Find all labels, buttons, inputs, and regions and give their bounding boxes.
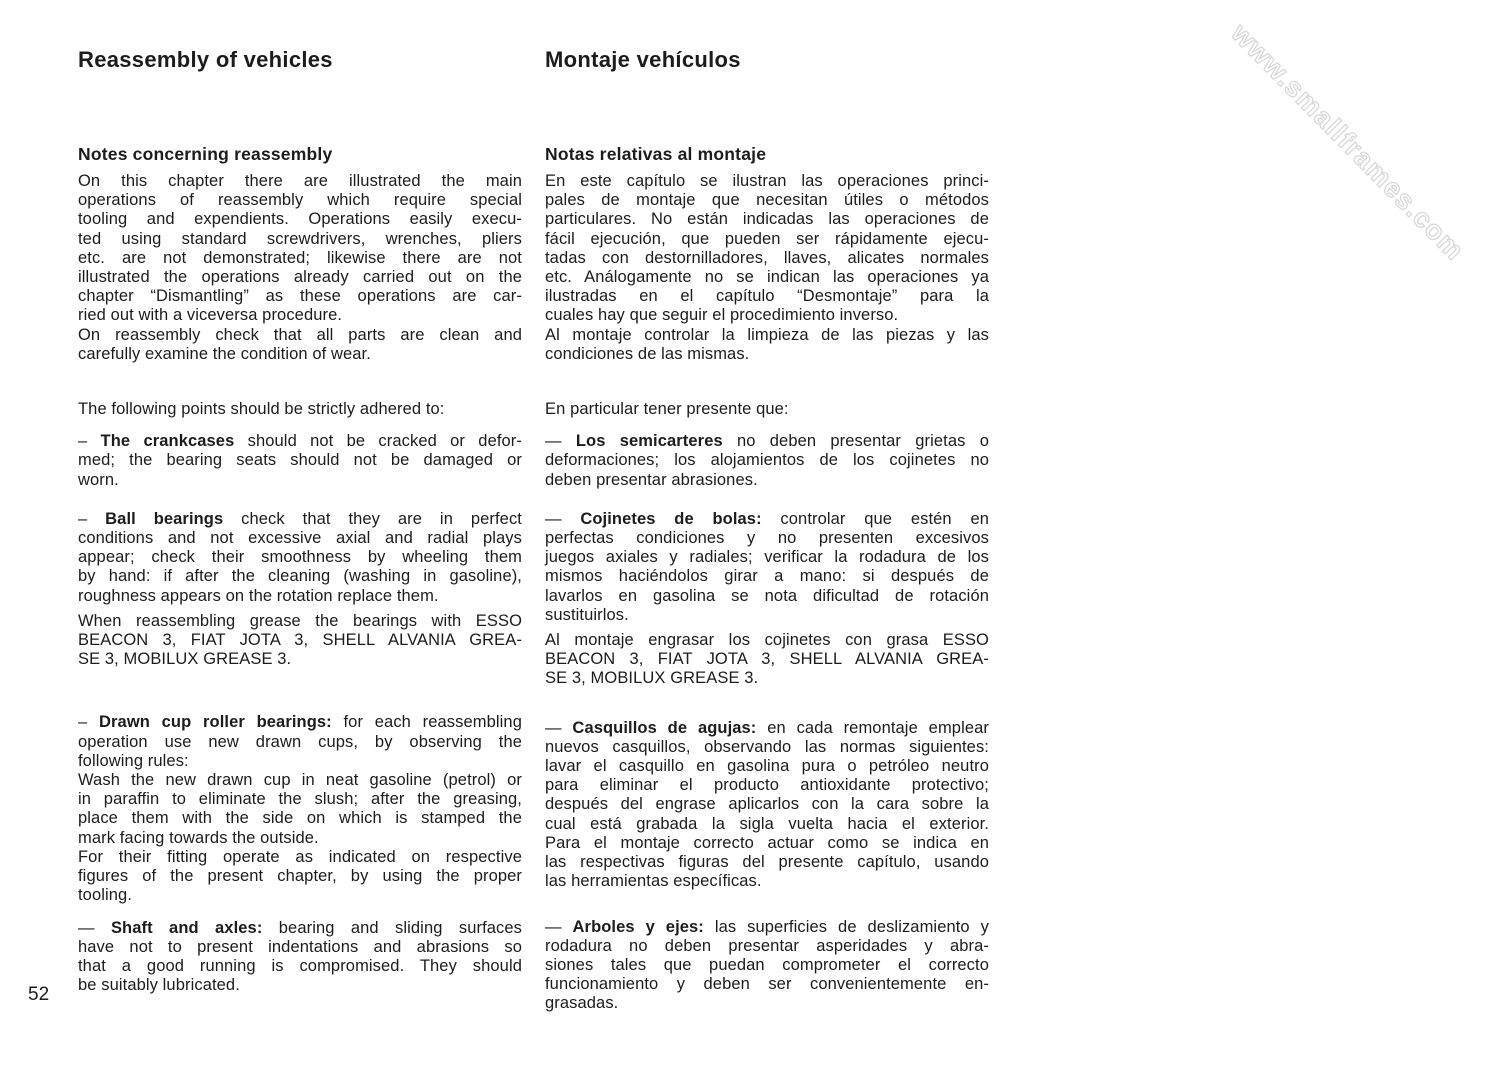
text-line: tooling.: [78, 886, 133, 905]
page-title-english: Reassembly of vehicles: [78, 47, 333, 72]
text-line: grasadas.: [545, 994, 619, 1013]
text-line: SE 3, MOBILUX GREASE 3.: [545, 669, 759, 688]
text-line: carefully examine the condition of wear.: [78, 344, 371, 363]
text-line: that a good running is compromised. They should: [78, 956, 522, 975]
bullet-semicarteres: [545, 432, 989, 490]
text-line: – Drawn cup roller bearings: for each reassembling: [78, 713, 522, 732]
text-line: worn.: [78, 470, 119, 489]
text-line: siones tales que puedan comprometer el correcto: [545, 955, 989, 974]
text-line: have not to present indentations and abrasions so: [78, 937, 522, 956]
bullet-drawn-cup: [78, 713, 522, 771]
intro-paragraph-es: [545, 172, 989, 326]
text-line: For their fitting operate as indicated on respective: [78, 847, 522, 866]
text-line: En particular tener presente que:: [545, 400, 789, 419]
text-line: deformaciones; los alojamientos de los cojinetes no: [545, 451, 989, 470]
text-line: ilustradas en el capítulo “Desmontaje” para la: [545, 287, 989, 306]
bullet-ball-bearings: [78, 510, 522, 606]
text-line: – Ball bearings check that they are in perfect: [78, 509, 522, 528]
text-line: illustrated the operations already carried out on the: [78, 268, 522, 287]
text-line: después del engrase aplicarlos con la cara sobre la: [545, 795, 989, 814]
text-line: figures of the present chapter, by using the proper: [78, 867, 522, 886]
points-intro-es: [545, 400, 989, 419]
text-line: operations of reassembly which require special: [78, 191, 522, 210]
intro-paragraph-2-es: [545, 326, 989, 364]
section-heading-en: Notes concerning reassembly: [78, 144, 333, 164]
text-line: On this chapter there are illustrated the main: [78, 172, 522, 190]
bullet-drawn-cup-3: [78, 848, 522, 906]
text-line: When reassembling grease the bearings with ESSO: [78, 611, 522, 630]
page-number: 52: [28, 984, 50, 1005]
text-line: mismos haciéndolos girar a mano: si después de: [545, 567, 989, 586]
text-line: lavar el casquillo en gasolina pura o petróleo neutro: [545, 757, 989, 776]
bullet-cojinetes: [545, 510, 989, 625]
text-line: – The crankcases should not be cracked or defor-: [78, 432, 522, 451]
text-line: ted using standard screwdrivers, wrenches, pliers: [78, 229, 522, 248]
text-line: be suitably lubricated.: [78, 976, 240, 995]
text-line: On reassembly check that all parts are clean and: [78, 325, 522, 344]
points-intro-en: [78, 400, 522, 419]
text-line: lavarlos en gasolina se nota dificultad de rotación: [545, 586, 989, 605]
text-line: Para el montaje correcto actuar como se indica en: [545, 833, 989, 852]
text-line: fácil ejecución, que pueden ser rápidamente ejecu-: [545, 229, 989, 248]
text-line: The following points should be strictly adhered to:: [78, 400, 445, 419]
bullet-crankcases: [78, 432, 522, 490]
text-line: tooling and expendients. Operations easily execu-: [78, 210, 522, 229]
text-line: pales de montaje que necesitan útiles o métodos: [545, 191, 989, 210]
text-line: nuevos casquillos, observando las normas siguientes:: [545, 737, 989, 756]
text-line: following rules:: [78, 751, 189, 770]
text-line: perfectas condiciones y no presenten excesivos: [545, 529, 989, 548]
text-line: — Los semicarteres no deben presentar grietas o: [545, 432, 989, 451]
page-title-spanish: Montaje vehículos: [545, 47, 741, 72]
text-line: — Shaft and axles: bearing and sliding surfaces: [78, 918, 523, 937]
bullet-drawn-cup-2: [78, 771, 522, 848]
text-line: mark facing towards the outside.: [78, 828, 319, 847]
text-line: tadas con destornilladores, llaves, alicates normales: [545, 248, 989, 267]
bullet-arboles: [545, 918, 989, 1014]
text-line: En este capítulo se ilustran las operaciones princi-: [545, 172, 989, 190]
text-line: place them with the side on which is stamped the: [78, 809, 522, 828]
text-line: roughness appears on the rotation replace them.: [78, 586, 439, 605]
intro-paragraph-en: [78, 172, 522, 326]
text-line: med; the bearing seats should not be damaged or: [78, 451, 522, 470]
intro-paragraph-2-en: [78, 326, 522, 364]
text-line: Wash the new drawn cup in neat gasoline (petrol) or: [78, 771, 522, 790]
text-line: para eliminar el producto antioxidante protectivo;: [545, 776, 989, 795]
column-spanish-body: [545, 144, 989, 1014]
text-line: appear; check their smoothness by wheeling them: [78, 548, 522, 567]
text-line: in paraffin to eliminate the slush; after the greasing,: [78, 790, 522, 809]
text-line: sustituirlos.: [545, 605, 629, 624]
grease-note-es: [545, 631, 989, 689]
column-english-body: [78, 144, 522, 995]
text-line: BEACON 3, FIAT JOTA 3, SHELL ALVANIA GREA-: [78, 631, 522, 650]
text-line: SE 3, MOBILUX GREASE 3.: [78, 650, 292, 669]
text-line: las respectivas figuras del presente capítulo, usando: [545, 853, 989, 872]
text-line: cuales hay que seguir el procedimiento inverso.: [545, 306, 899, 325]
text-line: BEACON 3, FIAT JOTA 3, SHELL ALVANIA GREA-: [545, 650, 989, 669]
text-line: chapter “Dismantling” as these operations are car-: [78, 287, 522, 306]
text-line: particulares. No están indicadas las operaciones de: [545, 210, 989, 229]
text-line: etc. are not demonstrated; likewise there are not: [78, 248, 522, 267]
text-line: Al montaje engrasar los cojinetes con grasa ESSO: [545, 631, 989, 650]
text-line: cual está grabada la sigla vuelta hacia el exterior.: [545, 814, 989, 833]
text-line: juegos axiales y radiales; verificar la rodadura de los: [545, 548, 989, 567]
text-line: — Casquillos de agujas: en cada remontaje emplear: [545, 718, 989, 737]
bullet-shaft-axles: [78, 919, 522, 996]
text-line: conditions and not excessive axial and radial plays: [78, 529, 522, 548]
text-line: rodadura no deben presentar asperidades y abra-: [545, 936, 989, 955]
bullet-casquillos: [545, 719, 989, 892]
column-english: [78, 47, 522, 995]
section-heading-es: Notas relativas al montaje: [545, 144, 767, 164]
text-line: las herramientas específicas.: [545, 872, 762, 891]
text-line: deben presentar abrasiones.: [545, 470, 758, 489]
text-line: operation use new drawn cups, by observing the: [78, 732, 522, 751]
text-line: Al montaje controlar la limpieza de las piezas y las: [545, 325, 989, 344]
text-line: etc. Análogamente no se indican las operaciones ya: [545, 268, 989, 287]
grease-note-en: [78, 612, 522, 670]
text-line: condiciones de las mismas.: [545, 344, 750, 363]
text-line: — Cojinetes de bolas: controlar que estén en: [545, 509, 989, 528]
text-line: — Arboles y ejes: las superficies de deslizamiento y: [545, 917, 989, 936]
text-line: by hand: if after the cleaning (washing in gasoline),: [78, 567, 522, 586]
watermark-text: www.smallframes.com: [1225, 18, 1471, 267]
text-line: funcionamiento y deben ser convenientemente en-: [545, 975, 989, 994]
column-spanish: [545, 47, 989, 1014]
text-line: ried out with a viceversa procedure.: [78, 306, 343, 325]
